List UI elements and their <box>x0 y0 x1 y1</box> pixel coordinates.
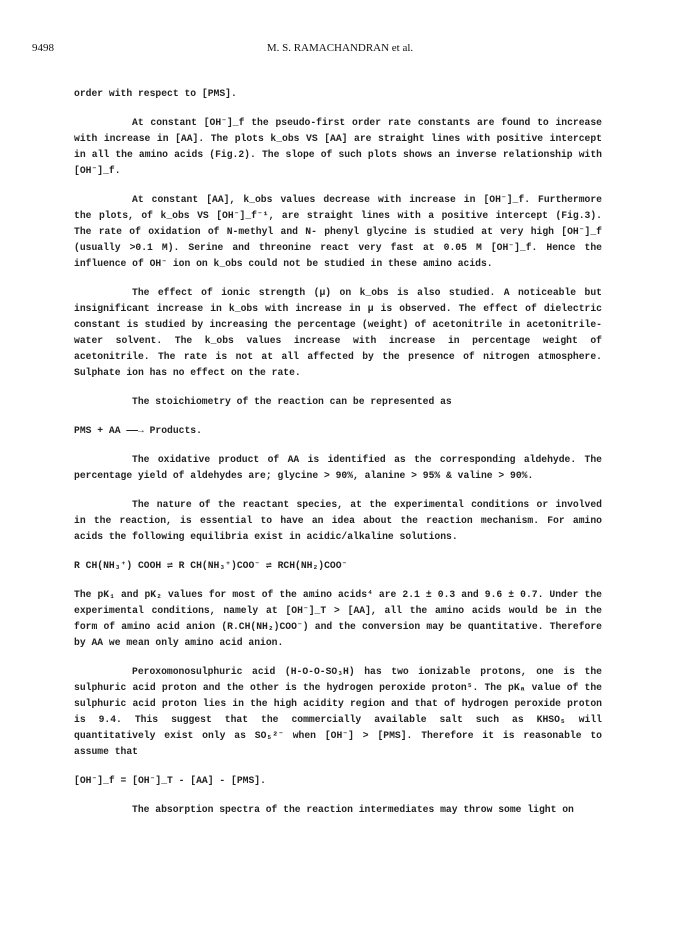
paragraph: Peroxomonosulphuric acid (H-O-O-SO₃H) has two ionizable protons, one is the sulphuric acid proton and the other is the hydrogen peroxide proton⁵. The pKₐ value of the sulphuric acid proton lies in the high acidity region and that of hydrogen peroxide proton is 9.4. This suggest that the commercially available salt such as KHSO₅ will quantitatively exist only as SO₅²⁻ when [OH⁻] > [PMS]. Therefore it is reasonable to assume that <box>74 666 602 757</box>
running-title: M. S. RAMACHANDRAN et al. <box>266 42 414 54</box>
paragraph: The effect of ionic strength (μ) on k_obs is also studied. A noticeable but insignificant increase in k_obs with increase in μ is observed. The effect of dielectric constant is studied by increasing the percentage (weight) of acetonitrile in acetonitrile-water solvent. The k_obs values increase with increase in percentage weight of acetonitrile. The rate is not at all affected by the presence of nitrogen atmosphere. Sulphate ion has no effect on the rate. <box>74 287 602 378</box>
equation-hydroxide: [OH⁻]_f = [OH⁻]_T - [AA] - [PMS]. <box>74 775 266 786</box>
paragraph: order with respect to [PMS]. <box>74 88 237 99</box>
paragraph: The stoichiometry of the reaction can be represented as <box>132 396 452 407</box>
page-number: 9498 <box>32 42 54 54</box>
paragraph: The nature of the reactant species, at the experimental conditions or involved in the reaction, is essential to have an idea about the reaction mechanism. For amino acids the following equilibria exist in acidic/alkaline solutions. <box>74 499 602 542</box>
paragraph: The oxidative product of AA is identified as the corresponding aldehyde. The percentage yield of aldehydes are; glycine > 90%, alanine > 95% & valine > 90%. <box>74 454 602 481</box>
body-text <box>74 86 602 831</box>
paragraph: The pK₁ and pK₂ values for most of the amino acids⁴ are 2.1 ± 0.3 and 9.6 ± 0.7. Under the experimental conditions, namely at [OH⁻]_T > [AA], all the amino acids would be in the form of amino acid anion (R.CH(NH₂)COO⁻) and the conversion may be quantitative. Therefore by AA we mean only amino acid anion. <box>74 589 602 648</box>
paragraph: At constant [AA], k_obs values decrease with increase in [OH⁻]_f. Furthermore the plots, of k_obs VS [OH⁻]_f⁻¹, are straight lines with a positive intercept (Fig.3). The rate of oxidation of N-methyl and N- phenyl glycine is studied at very high [OH⁻]_f (usually >0.1 M). Serine and threonine react very fast at 0.05 M [OH⁻]_f. Hence the influence of OH⁻ ion on k_obs could not be studied in these amino acids. <box>74 194 602 269</box>
equation-equilibria: R CH(NH₃⁺) COOH ⇌ R CH(NH₃⁺)COO⁻ ⇌ RCH(NH₂)COO⁻ <box>74 560 348 571</box>
paragraph: At constant [OH⁻]_f the pseudo-first order rate constants are found to increase with increase in [AA]. The plots k_obs VS [AA] are straight lines with positive intercept in all the amino acids (Fig.2). The slope of such plots shows an inverse relationship with [OH⁻]_f. <box>74 117 602 176</box>
paragraph: The absorption spectra of the reaction intermediates may throw some light on <box>132 804 574 815</box>
equation-stoichiometry: PMS + AA ——→ Products. <box>74 425 202 436</box>
